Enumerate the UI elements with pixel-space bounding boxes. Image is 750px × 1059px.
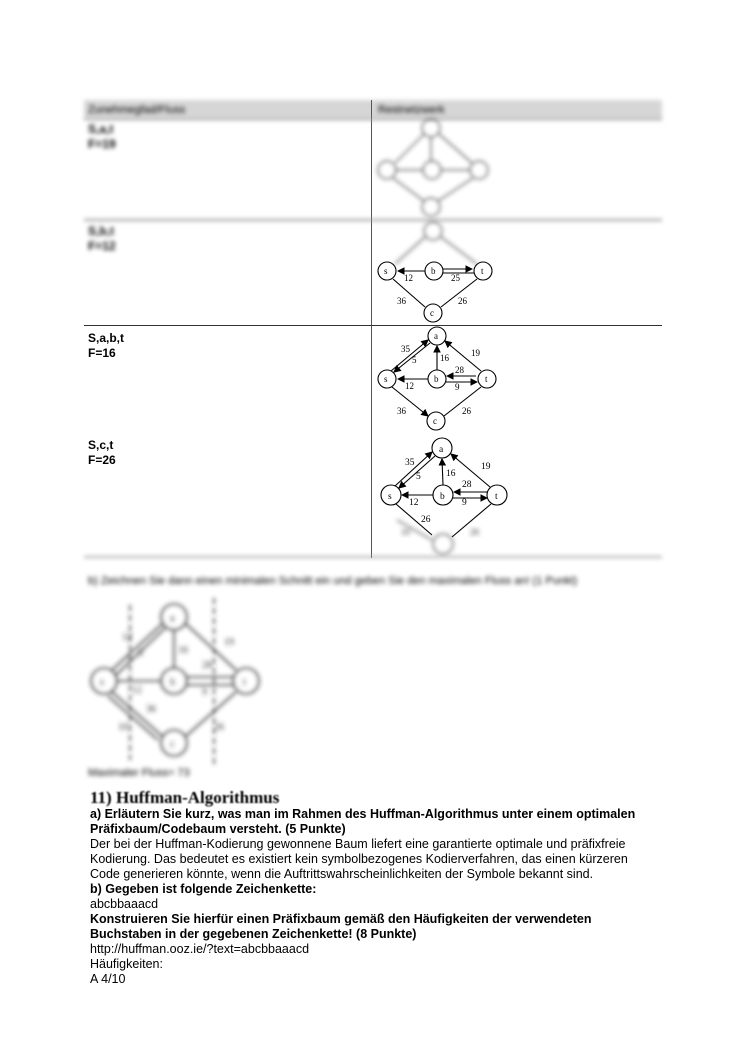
row3-flow: F=16 bbox=[88, 346, 116, 360]
g3-label-c: c bbox=[433, 416, 437, 426]
row1-flow: F=19 bbox=[88, 137, 116, 151]
g2-edge-ct: 26 bbox=[458, 296, 467, 306]
g4-label-b: b bbox=[440, 492, 445, 502]
g4-edge-sa: 35 bbox=[405, 458, 415, 468]
page-footer: A 4/10 bbox=[90, 972, 126, 986]
cut-label-t: t bbox=[243, 677, 246, 688]
g3-edge-as: 5 bbox=[412, 355, 417, 365]
g3-label-t: t bbox=[485, 374, 488, 384]
question-b2-line2: Buchstaben in der gegebenen Zeichenkette! (8 Punkte) bbox=[90, 927, 417, 941]
svg-text:26: 26 bbox=[214, 722, 224, 733]
svg-text:12: 12 bbox=[122, 632, 132, 643]
g4-edge-sc: 26 bbox=[421, 515, 431, 525]
question-a-line1: a) Erläutern Sie kurz, was man im Rahmen des Huffman-Algorithmus unter einem optimalen bbox=[90, 807, 636, 821]
table-header-right: Restnetzwerk bbox=[378, 104, 445, 116]
svg-text:12: 12 bbox=[132, 685, 142, 696]
cut-label-s: s bbox=[100, 677, 104, 688]
row4-path: S,c,t bbox=[88, 438, 114, 452]
section-11-title: 11) Huffman-Algorithmus bbox=[90, 788, 280, 807]
row2-flow: F=12 bbox=[88, 239, 116, 253]
g3-edge-sc: 36 bbox=[397, 406, 406, 416]
g3-edge-ta: 19 bbox=[471, 348, 480, 358]
cut-label-b: b bbox=[170, 677, 175, 688]
g4-label-a: a bbox=[439, 445, 444, 455]
min-cut-graph bbox=[91, 598, 259, 765]
g2-label-s: s bbox=[384, 266, 388, 276]
g4-edge-ba: 16 bbox=[446, 469, 456, 479]
g3-edge-sa: 35 bbox=[401, 344, 410, 354]
question-b: b) Gegeben ist folgende Zeichenkette: bbox=[90, 882, 317, 896]
svg-text:16: 16 bbox=[178, 645, 188, 656]
graph-2-labels bbox=[384, 266, 484, 318]
graph-1-blurred bbox=[378, 119, 488, 216]
cut-node-s bbox=[91, 668, 117, 694]
max-flow-answer: Maximaler Fluss= 73 bbox=[88, 767, 190, 779]
g2-edge-sb: 12 bbox=[404, 273, 413, 283]
g3-edge-tb: 28 bbox=[455, 365, 464, 375]
g2-edge-bt: 25 bbox=[451, 273, 460, 283]
g4-edge-cs: 10 bbox=[401, 527, 410, 537]
g3-edge-ct: 26 bbox=[462, 406, 471, 416]
svg-text:5: 5 bbox=[138, 648, 143, 659]
g4-edge-bt: 9 bbox=[462, 498, 467, 508]
row2-path: S,b,t bbox=[88, 224, 114, 238]
cut-label-c: c bbox=[170, 739, 175, 750]
svg-text:10: 10 bbox=[118, 722, 128, 733]
table-header-left: Zunehmegfad/Fluss bbox=[88, 104, 186, 116]
frequencies-label: Häufigkeiten: bbox=[90, 957, 163, 971]
g3-label-b: b bbox=[434, 374, 439, 384]
g4-label-s: s bbox=[388, 492, 392, 502]
g3-edge-bs: 12 bbox=[405, 381, 414, 391]
cut-label-a: a bbox=[170, 613, 175, 624]
row4-flow: F=26 bbox=[88, 453, 116, 467]
question-b2-line1: Konstruieren Sie hierfür einen Präfixbaum gemäß den Häufigkeiten der verwendeten bbox=[90, 912, 592, 926]
g4-edge-bs: 12 bbox=[409, 498, 419, 508]
given-string: abcbbaaacd bbox=[90, 897, 159, 911]
g3-edge-bt: 9 bbox=[455, 382, 460, 392]
part-b-question: b) Zeichnen Sie dann einen minimalen Schnitt ein und geben Sie den maximalen Fluss an! (1 Punkt) bbox=[88, 575, 578, 587]
graph-4-bottom-blurred bbox=[397, 520, 453, 554]
g2-edge-sc: 36 bbox=[397, 296, 406, 306]
question-a-line2: Präfixbaum/Codebaum versteht. (5 Punkte) bbox=[90, 822, 346, 836]
answer-a-line3: Code generieren könnte, wenn die Auftrittswahrscheinlichkeiten der Symbole bekannt sind. bbox=[90, 867, 594, 881]
g2-label-c: c bbox=[430, 308, 434, 318]
graph-2-top-blurred bbox=[395, 222, 477, 264]
g3-label-s: s bbox=[384, 374, 388, 384]
svg-text:28: 28 bbox=[202, 660, 212, 671]
answer-a-line1: Der bei der Huffman-Kodierung gewonnene Baum liefert eine garantierte optimale und präfixfreie bbox=[90, 837, 626, 851]
g4-edge-tb: 28 bbox=[462, 480, 472, 490]
svg-text:19: 19 bbox=[224, 637, 234, 648]
cut-node-t bbox=[233, 668, 259, 694]
huffman-link[interactable]: http://huffman.ooz.ie/?text=abcbbaaacd bbox=[90, 942, 310, 956]
g4-edge-ct: 26 bbox=[470, 527, 479, 537]
g4-edge-as: 5 bbox=[416, 472, 421, 482]
g2-label-b: b bbox=[431, 266, 436, 276]
g3-edge-ba: 16 bbox=[440, 353, 449, 363]
g4-edge-ta: 19 bbox=[481, 462, 491, 472]
row1-path: S,a,t bbox=[88, 122, 114, 136]
answer-a-line2: Kodierung. Das bedeutet es existiert kein symbolbezogenes Kodierverfahren, das einen kürzeren bbox=[90, 852, 628, 866]
g3-label-a: a bbox=[434, 331, 438, 341]
svg-text:9: 9 bbox=[202, 687, 207, 698]
g2-label-t: t bbox=[481, 266, 484, 276]
g4-label-t: t bbox=[495, 492, 498, 502]
svg-text:36: 36 bbox=[146, 704, 156, 715]
row3-path: S,a,b,t bbox=[88, 331, 125, 345]
